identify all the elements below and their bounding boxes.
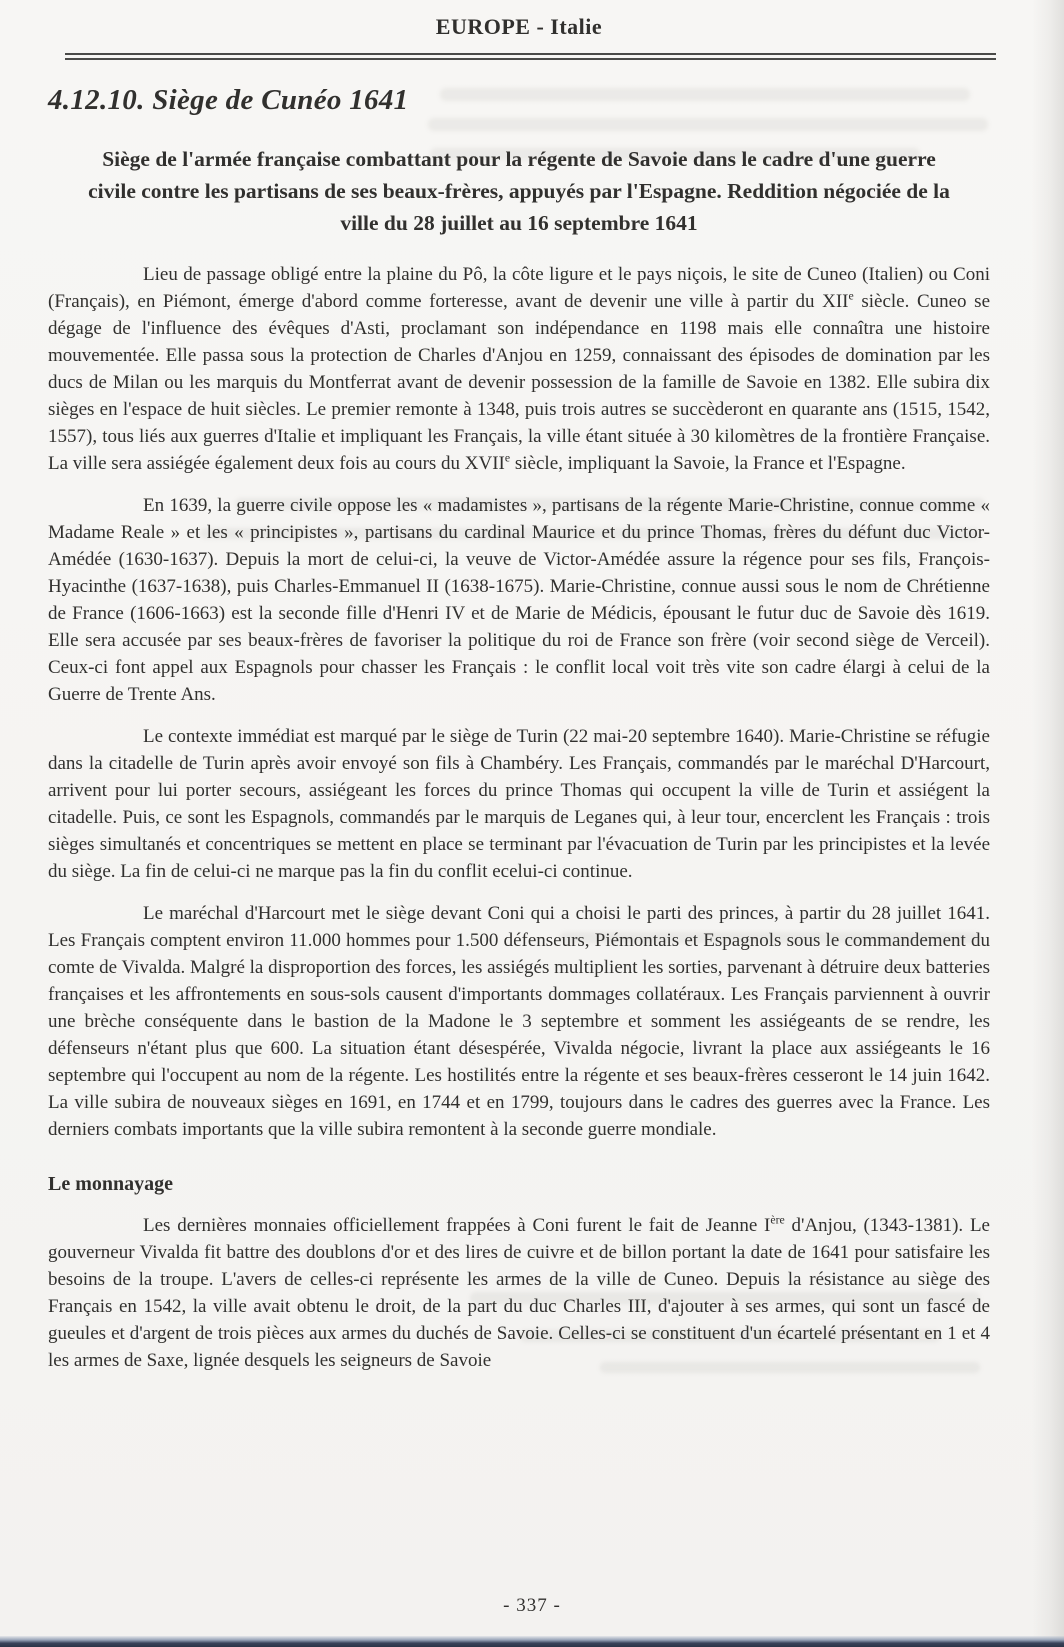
article-subtitle: Siège de l'armée française combattant pour la régente de Savoie dans le cadre d'une guerre civile contre les partisans de ses beaux-frères, appuyés par l'Espagne. Reddition négociée de la ville du 28 juillet au 16 septembre 1641 — [88, 147, 950, 235]
section-heading-monnayage: Le monnayage — [48, 1173, 173, 1195]
body-paragraph: Lieu de passage obligé entre la plaine du Pô, la côte ligure et le pays niçois, le site de Cuneo (Italien) ou Coni (Français), en Piémont, émerge d'abord comme forteresse, avant de devenir une ville à partir du XIIe siècle. Cuneo se dégage de l'influence des évêques d'Asti, proclamant son indépendance en 1198 mais elle connaîtra une histoire mouvementée. Elle passa sous la protection de Charles d'Anjou en 1259, connaissant des épisodes de domination par les ducs de Milan ou les marquis du Montferrat avant de devenir possession de la famille de Savoie en 1382. Elle subira dix sièges en l'espace de huit siècles. Le premier remonte à 1348, puis trois autres se succèderont en quarante ans (1515, 1542, 1557), tous liés aux guerres d'Italie et impliquant les Français, la ville étant située à 30 kilomètres de la frontière Française. La ville sera assiégée également deux fois au cours du XVIIe siècle, impliquant la Savoie, la France et l'Espagne. — [48, 264, 990, 474]
scan-bottom-edge — [0, 1636, 1064, 1647]
article-title: 4.12.10. Siège de Cunéo 1641 — [48, 84, 409, 116]
header-rule — [65, 53, 996, 60]
body-paragraph: En 1639, la guerre civile oppose les « madamistes », partisans de la régente Marie-Christine, connue comme « Madame Reale » et les « principistes », partisans du cardinal Maurice et du prince Thomas, frères du défunt duc Victor-Amédée (1630-1637). Depuis la mort de celui-ci, la veuve de Victor-Amédée assure la régence pour ses fils, François-Hyacinthe (1637-1638), puis Charles-Emmanuel II (1638-1675). Marie-Christine, connue aussi sous le nom de Chrétienne de France (1606-1663) est la seconde fille d'Henri IV et de Marie de Médicis, épousant le futur duc de Savoie dès 1619. Elle sera accusée par ses beaux-frères de favoriser la politique du roi de France son frère (voir second siège de Verceil). Ceux-ci font appel aux Espagnols pour chasser les Français : le conflit local voit très vite son cadre élargi à celui de la Guerre de Trente Ans. — [48, 495, 990, 705]
body-paragraph: Le contexte immédiat est marqué par le siège de Turin (22 mai-20 septembre 1640). Marie-Christine se réfugie dans la citadelle de Turin après avoir envoyé son fils à Chambéry. Les Français, commandés par le maréchal D'Harcourt, arrivent pour lui porter secours, assiégeant les forces du prince Thomas qui occupent la ville de Turin et assiégent la citadelle. Puis, ce sont les Espagnols, commandés par le marquis de Leganes qui, à leur tour, encerclent les Français : trois sièges simultanés et concentriques se mettent en place se terminant par l'évacuation de Turin par les principistes et la levée du siège. La fin de celui-ci ne marque pas la fin du conflit ecelui-ci continue. — [48, 726, 990, 882]
body-paragraph: Le maréchal d'Harcourt met le siège devant Coni qui a choisi le parti des princes, à partir du 28 juillet 1641. Les Français comptent environ 11.000 hommes pour 1.500 défenseurs, Piémontais et Espagnols sous le commandement du comte de Vivalda. Malgré la disproportion des forces, les assiégés multiplient les sorties, parvenant à détruire deux batteries françaises et les affrontements en sous-sols causent d'importants dommages collatéraux. Les Français parviennent à ouvrir une brèche conséquente dans le bastion de la Madone le 3 septembre et somment les assiégeants de se rendre, les défenseurs n'étant plus que 600. La situation étant désespérée, Vivalda négocie, livrant la place aux assiégeants le 16 septembre qui l'occupent au nom de la régente. Les hostilités entre la régente et ses beaux-frères cesseront le 14 juin 1642. La ville subira de nouveaux sièges en 1691, en 1744 et en 1799, toujours dans le cadres des guerres avec la France. Les derniers combats importants que la ville subira remontent à la seconde guerre mondiale. — [48, 903, 990, 1140]
body-paragraph: Les dernières monnaies officiellement frappées à Coni furent le fait de Jeanne Ière d'Anjou, (1343-1381). Le gouverneur Vivalda fit battre des doublons d'or et des lires de cuivre et de billon portant la date de 1641 pour satisfaire les besoins de la troupe. L'avers de celles-ci représente les armes de la ville de Cuneo. Depuis la résistance au siège des Français en 1542, la ville avait obtenu le droit, de la part du duc Charles III, d'ajouter à ses armes, qui sont un fascé de gueules et d'argent de trois pièces aux armes du duchés de Savoie. Celles-ci se constituent d'un écartelé présentant en 1 et 4 les armes de Saxe, lignée desquels les seigneurs de Savoie — [48, 1213, 990, 1371]
running-header: EUROPE - Italie — [435, 14, 603, 39]
page-number: - 337 - — [503, 1595, 561, 1616]
